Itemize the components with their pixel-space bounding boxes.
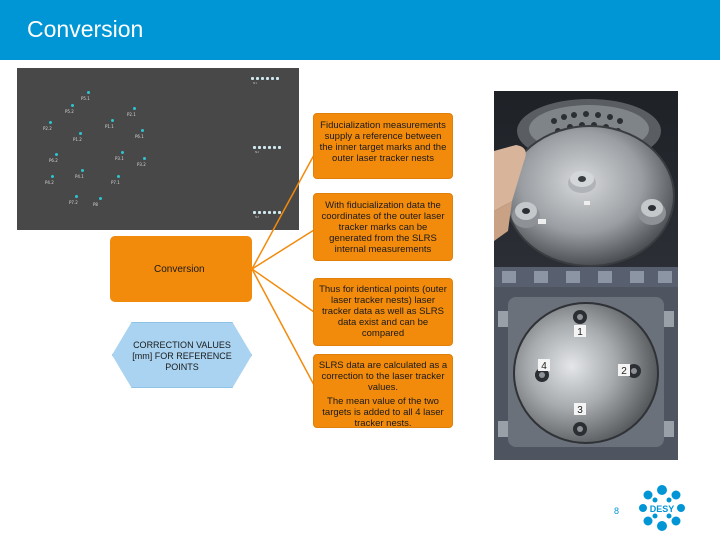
desy-logo-icon [636, 482, 688, 534]
explanation-box-3 [313, 278, 453, 346]
fiducial-point-label: P4.2 [45, 180, 54, 185]
slide-title: Conversion [27, 16, 144, 42]
fiducial-point-label: P3.1 [115, 156, 124, 161]
explanation-box-1 [313, 113, 453, 179]
fiducial-point-label: P2.2 [43, 126, 52, 131]
fiducial-point-label: P8 [93, 202, 98, 207]
explanation-text: Thus for identical points (outer laser tracker nests) laser tracker data as well as SLRS data exist and can be compared [319, 284, 447, 339]
explanation-box-2 [313, 193, 453, 261]
fiducial-point-label: P2.1 [127, 112, 136, 117]
conversion-node-label: Conversion [154, 264, 205, 275]
explanation-text: SLRS data are calculated as a correction to the laser tracker values. [318, 360, 448, 393]
fiducial-point-label: P6.1 [135, 134, 144, 139]
correction-values-label: CORRECTION VALUES [mm] FOR REFERENCE POINTS [132, 340, 232, 372]
explanation-box-4 [313, 354, 453, 428]
fiducial-point-label: P6.2 [49, 158, 58, 163]
fiducial-point-label: P7.1 [111, 180, 120, 185]
photo-marker-1: 1 [577, 327, 583, 338]
nest-label: N1 [253, 81, 258, 85]
desy-logo-text: DESY [649, 504, 675, 514]
fiducial-point-label: P4.1 [75, 174, 84, 179]
photo-marker-3: 3 [577, 405, 583, 416]
slrs-hardware-drawing [494, 91, 678, 460]
fiducial-point-label: P7.2 [69, 200, 78, 205]
fiducial-point-label: P3.2 [137, 162, 146, 167]
nest-label: N2 [255, 150, 260, 154]
slrs-hardware-photo [494, 91, 678, 460]
explanation-text: The mean value of the two targets is added to all 4 laser tracker nests. [322, 396, 444, 429]
fiducial-point-label: P1.1 [105, 124, 114, 129]
explanation-text: With fiducialization data the coordinates of the outer laser tracker marks can be generated from the SLRS internal measurements [321, 200, 445, 255]
photo-marker-4: 4 [541, 361, 547, 372]
fiducial-point-label: P5.1 [81, 96, 90, 101]
fiducial-point-label: P5.2 [65, 109, 74, 114]
page-number: 8 [614, 506, 620, 516]
nest-label: N3 [255, 215, 260, 219]
explanation-text: Fiducialization measurements supply a reference between the inner target marks and the outer laser tracker nests [319, 120, 447, 164]
photo-marker-2: 2 [621, 366, 627, 377]
fiducial-point-label: P1.2 [73, 137, 82, 142]
